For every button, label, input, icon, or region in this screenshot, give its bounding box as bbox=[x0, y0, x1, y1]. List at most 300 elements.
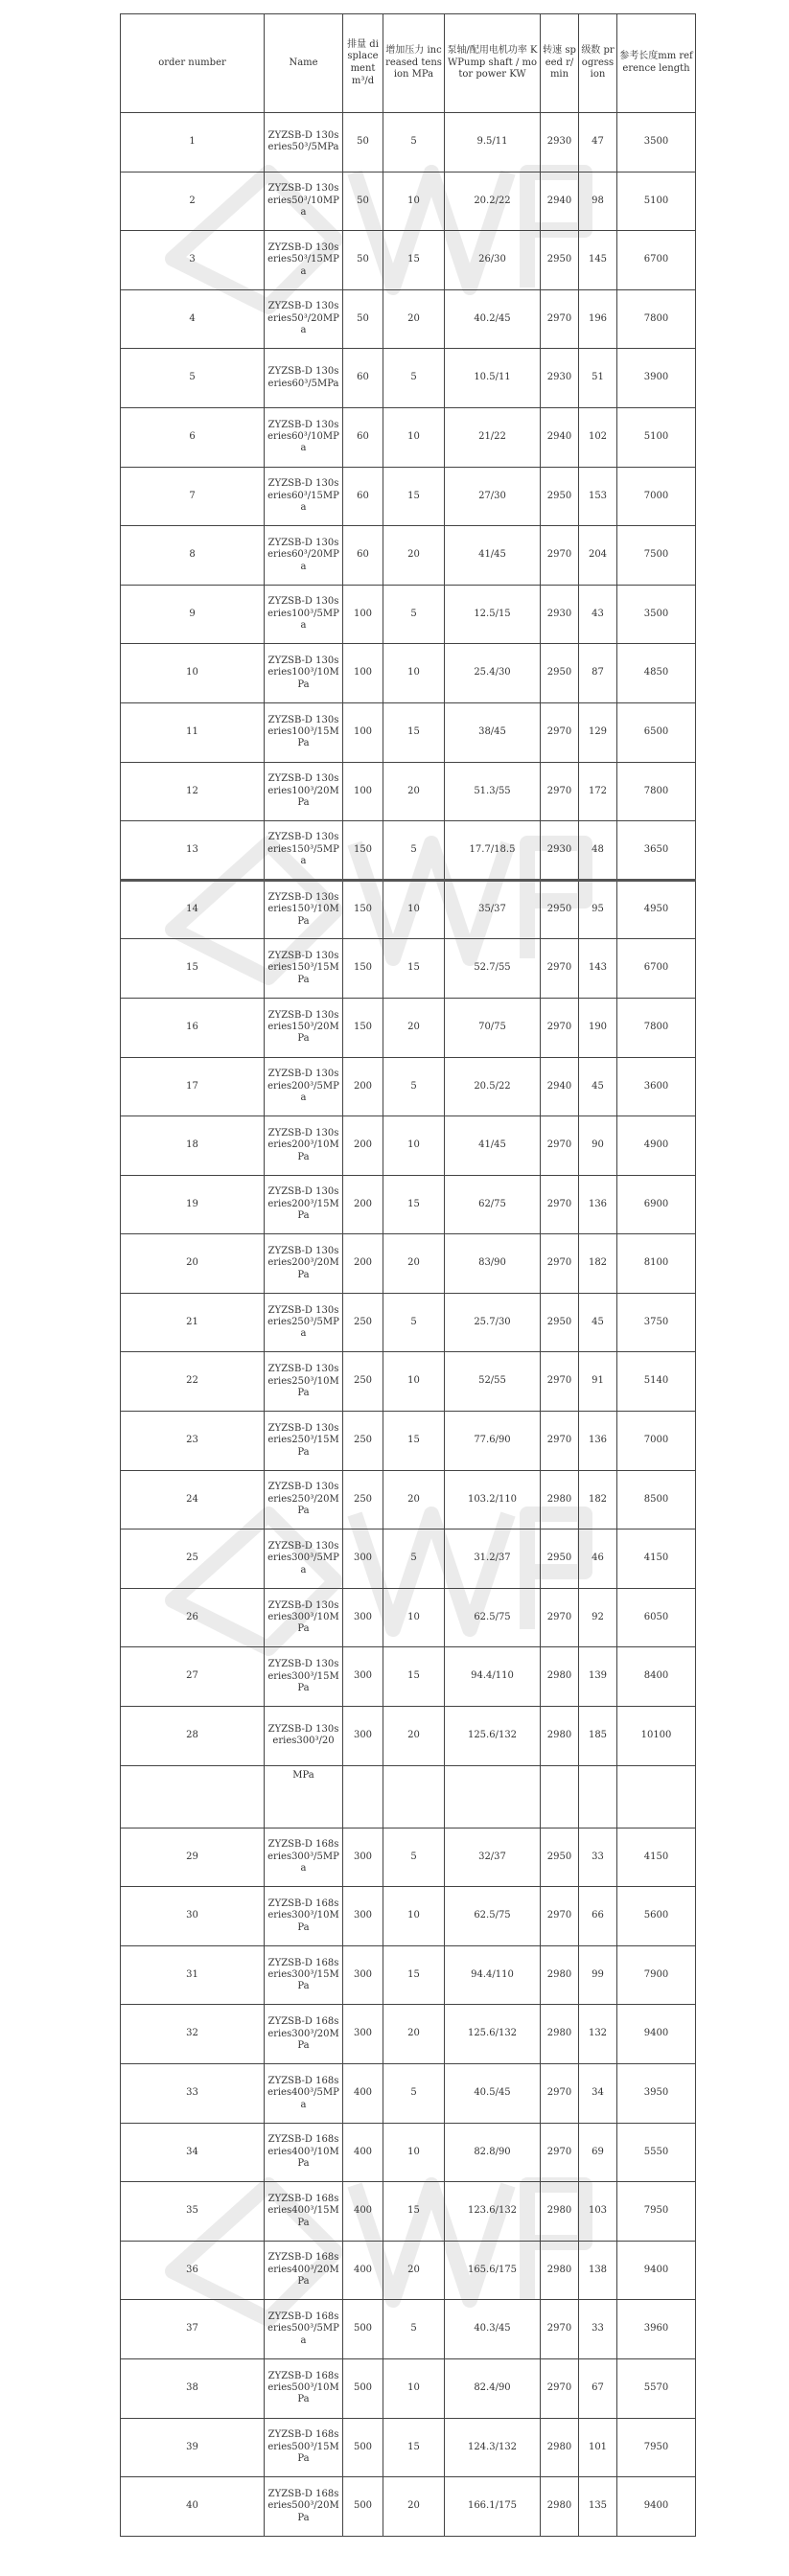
cell-order-number: 28 bbox=[121, 1707, 265, 1766]
cell-speed: 2950 bbox=[541, 467, 579, 526]
cell-order-number: 16 bbox=[121, 998, 265, 1057]
cell-length: 4900 bbox=[617, 1116, 696, 1176]
cell-displacement: 60 bbox=[343, 467, 383, 526]
cell-displacement: 60 bbox=[343, 407, 383, 467]
cell-displacement: 300 bbox=[343, 1828, 383, 1887]
cell-pressure: 10 bbox=[383, 2358, 445, 2418]
cell-name: ZYZSB-D 130series60³/5MPa bbox=[265, 349, 343, 408]
cell-length: 4850 bbox=[617, 644, 696, 703]
cell-length: 6900 bbox=[617, 1175, 696, 1234]
cell-speed: 2970 bbox=[541, 1234, 579, 1294]
cell-order-number: 9 bbox=[121, 585, 265, 644]
cell-name: ZYZSB-D 130series200³/10MPa bbox=[265, 1116, 343, 1176]
cell-length: 3750 bbox=[617, 1293, 696, 1352]
table-row bbox=[121, 939, 696, 999]
cell-speed: 2950 bbox=[541, 231, 579, 290]
cell-name: ZYZSB-D 168series400³/20MPa bbox=[265, 2241, 343, 2300]
cell-order-number: 32 bbox=[121, 2005, 265, 2064]
table-row bbox=[121, 762, 696, 821]
cell-order-number: 36 bbox=[121, 2241, 265, 2300]
cell-order-number: 37 bbox=[121, 2300, 265, 2359]
cell-power: 10.5/11 bbox=[445, 349, 541, 408]
cell-stages bbox=[579, 1765, 617, 1828]
cell-pressure: 20 bbox=[383, 526, 445, 586]
cell-stages: 33 bbox=[579, 1828, 617, 1887]
cell-name: ZYZSB-D 130series200³/20MPa bbox=[265, 1234, 343, 1294]
table-row bbox=[121, 2123, 696, 2182]
cell-stages: 172 bbox=[579, 762, 617, 821]
cell-stages: 182 bbox=[579, 1470, 617, 1530]
cell-length: 5100 bbox=[617, 407, 696, 467]
cell-pressure: 20 bbox=[383, 1470, 445, 1530]
cell-pressure: 5 bbox=[383, 1293, 445, 1352]
cell-power: 70/75 bbox=[445, 998, 541, 1057]
cell-name: ZYZSB-D 130series300³/20 bbox=[265, 1707, 343, 1766]
cell-length: 9400 bbox=[617, 2477, 696, 2537]
cell-speed: 2980 bbox=[541, 1647, 579, 1707]
cell-stages: 204 bbox=[579, 526, 617, 586]
cell-length: 5570 bbox=[617, 2358, 696, 2418]
table-row bbox=[121, 1057, 696, 1116]
cell-power: 62.5/75 bbox=[445, 1588, 541, 1647]
cell-pressure: 15 bbox=[383, 231, 445, 290]
table-row bbox=[121, 2300, 696, 2359]
cell-power: 125.6/132 bbox=[445, 1707, 541, 1766]
cell-length: 3600 bbox=[617, 1057, 696, 1116]
cell-length: 7000 bbox=[617, 467, 696, 526]
cell-stages: 95 bbox=[579, 880, 617, 939]
cell-stages: 92 bbox=[579, 1588, 617, 1647]
cell-stages: 34 bbox=[579, 2064, 617, 2124]
cell-order-number: 12 bbox=[121, 762, 265, 821]
cell-displacement: 400 bbox=[343, 2182, 383, 2242]
header-row bbox=[121, 14, 696, 113]
cell-name: ZYZSB-D 130series300³/15MPa bbox=[265, 1647, 343, 1707]
cell-name: ZYZSB-D 130series50³/5MPa bbox=[265, 113, 343, 172]
cell-order-number: 26 bbox=[121, 1588, 265, 1647]
cell-length: 4150 bbox=[617, 1530, 696, 1589]
cell-order-number: 31 bbox=[121, 1945, 265, 2005]
cell-length bbox=[617, 1765, 696, 1828]
cell-name: ZYZSB-D 130series100³/20MPa bbox=[265, 762, 343, 821]
table-row bbox=[121, 1175, 696, 1234]
cell-order-number: 1 bbox=[121, 113, 265, 172]
cell-length: 7950 bbox=[617, 2182, 696, 2242]
cell-displacement: 100 bbox=[343, 585, 383, 644]
cell-displacement: 100 bbox=[343, 644, 383, 703]
cell-pressure: 5 bbox=[383, 1530, 445, 1589]
cell-stages: 33 bbox=[579, 2300, 617, 2359]
cell-name: ZYZSB-D 168series400³/15MPa bbox=[265, 2182, 343, 2242]
cell-speed: 2980 bbox=[541, 1470, 579, 1530]
cell-name: ZYZSB-D 130series250³/5MPa bbox=[265, 1293, 343, 1352]
cell-pressure: 20 bbox=[383, 2477, 445, 2537]
cell-displacement: 50 bbox=[343, 113, 383, 172]
cell-order-number: 19 bbox=[121, 1175, 265, 1234]
cell-displacement: 250 bbox=[343, 1352, 383, 1412]
cell-power: 20.5/22 bbox=[445, 1057, 541, 1116]
cell-power: 166.1/175 bbox=[445, 2477, 541, 2537]
cell-order-number: 24 bbox=[121, 1470, 265, 1530]
cell-speed: 2940 bbox=[541, 1057, 579, 1116]
cell-displacement: 300 bbox=[343, 1707, 383, 1766]
cell-pressure: 20 bbox=[383, 2241, 445, 2300]
cell-stages: 102 bbox=[579, 407, 617, 467]
cell-order-number: 29 bbox=[121, 1828, 265, 1887]
cell-stages: 45 bbox=[579, 1293, 617, 1352]
cell-length: 5550 bbox=[617, 2123, 696, 2182]
cell-stages: 129 bbox=[579, 702, 617, 762]
cell-stages: 139 bbox=[579, 1647, 617, 1707]
cell-length: 7000 bbox=[617, 1412, 696, 1471]
cell-order-number: 2 bbox=[121, 172, 265, 231]
cell-power: 123.6/132 bbox=[445, 2182, 541, 2242]
table-row bbox=[121, 1765, 696, 1828]
table-row bbox=[121, 172, 696, 231]
cell-name: ZYZSB-D 130series50³/20MPa bbox=[265, 289, 343, 349]
cell-length: 8100 bbox=[617, 1234, 696, 1294]
cell-displacement: 150 bbox=[343, 821, 383, 881]
table-row bbox=[121, 407, 696, 467]
cell-power: 62/75 bbox=[445, 1175, 541, 1234]
cell-name: ZYZSB-D 130series150³/15MPa bbox=[265, 939, 343, 999]
cell-order-number bbox=[121, 1765, 265, 1828]
cell-pressure: 15 bbox=[383, 1175, 445, 1234]
cell-length: 9400 bbox=[617, 2005, 696, 2064]
cell-power: 26/30 bbox=[445, 231, 541, 290]
cell-speed: 2950 bbox=[541, 1293, 579, 1352]
cell-power: 35/37 bbox=[445, 880, 541, 939]
cell-pressure: 10 bbox=[383, 407, 445, 467]
cell-length: 7950 bbox=[617, 2418, 696, 2477]
cell-pressure: 20 bbox=[383, 762, 445, 821]
cell-stages: 87 bbox=[579, 644, 617, 703]
cell-speed: 2930 bbox=[541, 585, 579, 644]
cell-power: 52.7/55 bbox=[445, 939, 541, 999]
cell-name: ZYZSB-D 168series500³/10MPa bbox=[265, 2358, 343, 2418]
cell-stages: 98 bbox=[579, 172, 617, 231]
cell-power: 165.6/175 bbox=[445, 2241, 541, 2300]
cell-pressure: 10 bbox=[383, 1887, 445, 1946]
cell-length: 7500 bbox=[617, 526, 696, 586]
cell-speed: 2940 bbox=[541, 407, 579, 467]
cell-stages: 47 bbox=[579, 113, 617, 172]
table-row bbox=[121, 1293, 696, 1352]
cell-stages: 138 bbox=[579, 2241, 617, 2300]
cell-speed: 2970 bbox=[541, 2358, 579, 2418]
cell-pressure: 5 bbox=[383, 1057, 445, 1116]
cell-length: 6700 bbox=[617, 231, 696, 290]
cell-power: 12.5/15 bbox=[445, 585, 541, 644]
cell-speed: 2980 bbox=[541, 1945, 579, 2005]
cell-pressure: 5 bbox=[383, 585, 445, 644]
header-speed: 转速 speed r/min bbox=[541, 14, 579, 113]
table-row bbox=[121, 1707, 696, 1766]
cell-order-number: 4 bbox=[121, 289, 265, 349]
cell-speed: 2950 bbox=[541, 1828, 579, 1887]
cell-speed: 2970 bbox=[541, 1588, 579, 1647]
cell-order-number: 6 bbox=[121, 407, 265, 467]
cell-displacement: 200 bbox=[343, 1057, 383, 1116]
cell-speed: 2970 bbox=[541, 289, 579, 349]
cell-stages: 91 bbox=[579, 1352, 617, 1412]
cell-displacement: 250 bbox=[343, 1412, 383, 1471]
cell-pressure: 20 bbox=[383, 289, 445, 349]
cell-pressure: 15 bbox=[383, 1412, 445, 1471]
table-row bbox=[121, 1470, 696, 1530]
cell-length: 3500 bbox=[617, 113, 696, 172]
table-row bbox=[121, 231, 696, 290]
cell-power: 52/55 bbox=[445, 1352, 541, 1412]
cell-speed: 2970 bbox=[541, 762, 579, 821]
table-row bbox=[121, 1234, 696, 1294]
spec-table-container bbox=[120, 13, 695, 2537]
cell-pressure: 20 bbox=[383, 1707, 445, 1766]
cell-order-number: 38 bbox=[121, 2358, 265, 2418]
cell-pressure: 15 bbox=[383, 702, 445, 762]
cell-pressure: 5 bbox=[383, 2300, 445, 2359]
table-row bbox=[121, 821, 696, 881]
cell-pressure: 5 bbox=[383, 113, 445, 172]
cell-speed: 2930 bbox=[541, 349, 579, 408]
cell-speed: 2970 bbox=[541, 1175, 579, 1234]
cell-length: 7800 bbox=[617, 289, 696, 349]
table-row bbox=[121, 2241, 696, 2300]
cell-power: 40.3/45 bbox=[445, 2300, 541, 2359]
cell-length: 8400 bbox=[617, 1647, 696, 1707]
cell-speed: 2970 bbox=[541, 939, 579, 999]
table-row bbox=[121, 467, 696, 526]
cell-displacement bbox=[343, 1765, 383, 1828]
cell-name: ZYZSB-D 168series500³/5MPa bbox=[265, 2300, 343, 2359]
cell-name: ZYZSB-D 130series100³/15MPa bbox=[265, 702, 343, 762]
cell-power: 94.4/110 bbox=[445, 1647, 541, 1707]
cell-order-number: 17 bbox=[121, 1057, 265, 1116]
cell-stages: 145 bbox=[579, 231, 617, 290]
cell-name: ZYZSB-D 130series60³/20MPa bbox=[265, 526, 343, 586]
cell-pressure: 15 bbox=[383, 1647, 445, 1707]
cell-displacement: 300 bbox=[343, 1887, 383, 1946]
cell-displacement: 500 bbox=[343, 2358, 383, 2418]
cell-name: ZYZSB-D 130series250³/20MPa bbox=[265, 1470, 343, 1530]
cell-stages: 135 bbox=[579, 2477, 617, 2537]
cell-order-number: 21 bbox=[121, 1293, 265, 1352]
cell-power: 51.3/55 bbox=[445, 762, 541, 821]
cell-power: 82.8/90 bbox=[445, 2123, 541, 2182]
cell-pressure: 15 bbox=[383, 1945, 445, 2005]
cell-speed bbox=[541, 1765, 579, 1828]
cell-length: 3950 bbox=[617, 2064, 696, 2124]
cell-name: ZYZSB-D 130series250³/15MPa bbox=[265, 1412, 343, 1471]
cell-power: 32/37 bbox=[445, 1828, 541, 1887]
cell-order-number: 40 bbox=[121, 2477, 265, 2537]
cell-displacement: 50 bbox=[343, 172, 383, 231]
cell-name: ZYZSB-D 130series50³/15MPa bbox=[265, 231, 343, 290]
cell-stages: 136 bbox=[579, 1412, 617, 1471]
cell-power: 17.7/18.5 bbox=[445, 821, 541, 881]
cell-power: 41/45 bbox=[445, 526, 541, 586]
cell-length: 9400 bbox=[617, 2241, 696, 2300]
header-name: Name bbox=[265, 14, 343, 113]
cell-name: ZYZSB-D 130series150³/10MPa bbox=[265, 880, 343, 939]
cell-speed: 2970 bbox=[541, 1412, 579, 1471]
cell-pressure: 20 bbox=[383, 1234, 445, 1294]
cell-name: ZYZSB-D 168series300³/10MPa bbox=[265, 1887, 343, 1946]
cell-displacement: 100 bbox=[343, 762, 383, 821]
cell-displacement: 50 bbox=[343, 231, 383, 290]
cell-speed: 2980 bbox=[541, 2182, 579, 2242]
cell-length: 4950 bbox=[617, 880, 696, 939]
table-body bbox=[121, 113, 696, 2537]
table-row bbox=[121, 1945, 696, 2005]
cell-length: 8500 bbox=[617, 1470, 696, 1530]
cell-name: ZYZSB-D 168series300³/5MPa bbox=[265, 1828, 343, 1887]
cell-stages: 196 bbox=[579, 289, 617, 349]
cell-order-number: 11 bbox=[121, 702, 265, 762]
table-row bbox=[121, 2418, 696, 2477]
cell-length: 5100 bbox=[617, 172, 696, 231]
header-stages: 级数 progression bbox=[579, 14, 617, 113]
cell-pressure: 10 bbox=[383, 1588, 445, 1647]
cell-power: 25.7/30 bbox=[445, 1293, 541, 1352]
table-row bbox=[121, 644, 696, 703]
cell-pressure bbox=[383, 1765, 445, 1828]
cell-displacement: 250 bbox=[343, 1470, 383, 1530]
cell-order-number: 23 bbox=[121, 1412, 265, 1471]
cell-length: 4150 bbox=[617, 1828, 696, 1887]
cell-speed: 2970 bbox=[541, 998, 579, 1057]
table-row bbox=[121, 998, 696, 1057]
table-row bbox=[121, 585, 696, 644]
cell-order-number: 18 bbox=[121, 1116, 265, 1176]
table-row bbox=[121, 526, 696, 586]
cell-order-number: 13 bbox=[121, 821, 265, 881]
table-row bbox=[121, 113, 696, 172]
cell-displacement: 100 bbox=[343, 702, 383, 762]
header-order-number: order number bbox=[121, 14, 265, 113]
cell-stages: 101 bbox=[579, 2418, 617, 2477]
cell-pressure: 15 bbox=[383, 939, 445, 999]
cell-order-number: 14 bbox=[121, 880, 265, 939]
cell-length: 7900 bbox=[617, 1945, 696, 2005]
cell-power: 124.3/132 bbox=[445, 2418, 541, 2477]
table-row bbox=[121, 1530, 696, 1589]
cell-displacement: 60 bbox=[343, 526, 383, 586]
cell-displacement: 400 bbox=[343, 2123, 383, 2182]
cell-power: 40.5/45 bbox=[445, 2064, 541, 2124]
cell-speed: 2930 bbox=[541, 113, 579, 172]
cell-power bbox=[445, 1765, 541, 1828]
cell-displacement: 200 bbox=[343, 1175, 383, 1234]
header-pressure: 增加压力 increased tension MPa bbox=[383, 14, 445, 113]
cell-stages: 190 bbox=[579, 998, 617, 1057]
cell-order-number: 27 bbox=[121, 1647, 265, 1707]
table-row bbox=[121, 1887, 696, 1946]
cell-order-number: 33 bbox=[121, 2064, 265, 2124]
cell-power: 103.2/110 bbox=[445, 1470, 541, 1530]
cell-speed: 2950 bbox=[541, 644, 579, 703]
cell-pressure: 10 bbox=[383, 1116, 445, 1176]
cell-name: ZYZSB-D 130series60³/10MPa bbox=[265, 407, 343, 467]
cell-speed: 2980 bbox=[541, 1707, 579, 1766]
cell-order-number: 39 bbox=[121, 2418, 265, 2477]
cell-power: 82.4/90 bbox=[445, 2358, 541, 2418]
table-row bbox=[121, 2477, 696, 2537]
cell-pressure: 5 bbox=[383, 821, 445, 881]
cell-name: ZYZSB-D 168series400³/5MPa bbox=[265, 2064, 343, 2124]
cell-speed: 2970 bbox=[541, 526, 579, 586]
cell-stages: 99 bbox=[579, 1945, 617, 2005]
cell-power: 125.6/132 bbox=[445, 2005, 541, 2064]
cell-length: 5140 bbox=[617, 1352, 696, 1412]
cell-order-number: 7 bbox=[121, 467, 265, 526]
cell-name: MPa bbox=[265, 1765, 343, 1828]
cell-speed: 2970 bbox=[541, 2300, 579, 2359]
cell-order-number: 25 bbox=[121, 1530, 265, 1589]
cell-stages: 48 bbox=[579, 821, 617, 881]
cell-displacement: 500 bbox=[343, 2300, 383, 2359]
cell-order-number: 20 bbox=[121, 1234, 265, 1294]
cell-pressure: 10 bbox=[383, 644, 445, 703]
cell-order-number: 30 bbox=[121, 1887, 265, 1946]
cell-displacement: 300 bbox=[343, 1945, 383, 2005]
cell-name: ZYZSB-D 168series400³/10MPa bbox=[265, 2123, 343, 2182]
cell-length: 7800 bbox=[617, 762, 696, 821]
cell-stages: 185 bbox=[579, 1707, 617, 1766]
cell-length: 5600 bbox=[617, 1887, 696, 1946]
cell-order-number: 10 bbox=[121, 644, 265, 703]
cell-pressure: 5 bbox=[383, 1828, 445, 1887]
cell-speed: 2940 bbox=[541, 172, 579, 231]
cell-length: 3960 bbox=[617, 2300, 696, 2359]
cell-name: ZYZSB-D 130series300³/10MPa bbox=[265, 1588, 343, 1647]
cell-name: ZYZSB-D 168series500³/20MPa bbox=[265, 2477, 343, 2537]
header-power: 泵轴/配用电机功率 KWPump shaft / motor power KW bbox=[445, 14, 541, 113]
cell-speed: 2970 bbox=[541, 702, 579, 762]
cell-stages: 67 bbox=[579, 2358, 617, 2418]
table-row bbox=[121, 880, 696, 939]
cell-power: 40.2/45 bbox=[445, 289, 541, 349]
cell-stages: 69 bbox=[579, 2123, 617, 2182]
cell-stages: 143 bbox=[579, 939, 617, 999]
cell-speed: 2950 bbox=[541, 1530, 579, 1589]
cell-stages: 132 bbox=[579, 2005, 617, 2064]
cell-speed: 2970 bbox=[541, 2064, 579, 2124]
cell-displacement: 200 bbox=[343, 1234, 383, 1294]
cell-displacement: 300 bbox=[343, 2005, 383, 2064]
cell-stages: 103 bbox=[579, 2182, 617, 2242]
cell-name: ZYZSB-D 130series100³/5MPa bbox=[265, 585, 343, 644]
cell-order-number: 22 bbox=[121, 1352, 265, 1412]
cell-power: 31.2/37 bbox=[445, 1530, 541, 1589]
cell-stages: 45 bbox=[579, 1057, 617, 1116]
cell-order-number: 3 bbox=[121, 231, 265, 290]
cell-speed: 2980 bbox=[541, 2477, 579, 2537]
cell-name: ZYZSB-D 130series150³/5MPa bbox=[265, 821, 343, 881]
cell-length: 10100 bbox=[617, 1707, 696, 1766]
cell-pressure: 10 bbox=[383, 172, 445, 231]
cell-power: 41/45 bbox=[445, 1116, 541, 1176]
cell-stages: 136 bbox=[579, 1175, 617, 1234]
cell-length: 7800 bbox=[617, 998, 696, 1057]
table-row bbox=[121, 1412, 696, 1471]
cell-power: 9.5/11 bbox=[445, 113, 541, 172]
cell-displacement: 150 bbox=[343, 998, 383, 1057]
table-row bbox=[121, 2005, 696, 2064]
cell-order-number: 35 bbox=[121, 2182, 265, 2242]
header-length: 参考长度mm reference length bbox=[617, 14, 696, 113]
table-row bbox=[121, 1647, 696, 1707]
